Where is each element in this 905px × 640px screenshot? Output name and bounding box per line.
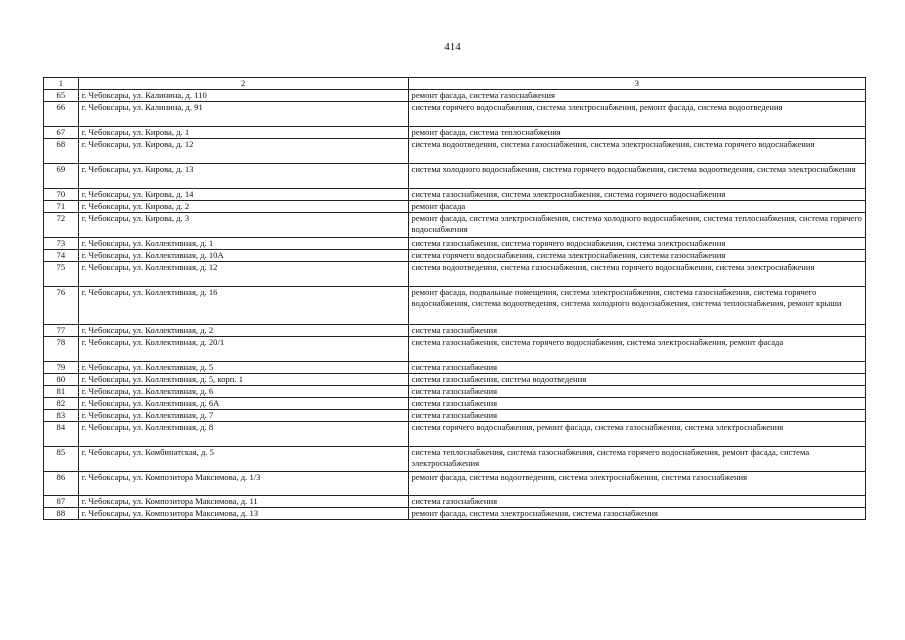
- row-address: г. Чебоксары, ул. Коллективная, д. 8: [78, 422, 408, 447]
- table-row: [44, 213, 866, 238]
- table-row: [44, 102, 866, 127]
- table-row: [44, 472, 866, 496]
- row-number: 76: [44, 287, 79, 325]
- page-number: 414: [444, 41, 461, 53]
- table-row: [44, 250, 866, 262]
- table-row: [44, 287, 866, 325]
- row-works: ремонт фасада: [408, 201, 865, 213]
- row-address: г. Чебоксары, ул. Калинина, д. 110: [78, 90, 408, 102]
- header-col-3: 3: [408, 78, 865, 90]
- row-works: система газоснабжения, система водоотведения: [408, 374, 865, 386]
- row-address: г. Чебоксары, ул. Кирова, д. 1: [78, 127, 408, 139]
- table-row: [44, 496, 866, 508]
- row-address: г. Чебоксары, ул. Коллективная, д. 5: [78, 362, 408, 374]
- row-works: система газоснабжения: [408, 496, 865, 508]
- row-works: система газоснабжения: [408, 362, 865, 374]
- row-works: система газоснабжения: [408, 410, 865, 422]
- row-number: 84: [44, 422, 79, 447]
- table-row: [44, 189, 866, 201]
- row-number: 71: [44, 201, 79, 213]
- repair-table: [43, 77, 866, 520]
- row-works: ремонт фасада, подвальные помещения, система электроснабжения, система газоснабжения, система горячего водоснабжения, система водоотведения, система холодного водоснабжения, система теплоснабжения, ремонт крыши: [408, 287, 865, 325]
- row-number: 77: [44, 325, 79, 337]
- row-number: 68: [44, 139, 79, 164]
- row-works: ремонт фасада, система электроснабжения, система газоснабжения: [408, 508, 865, 520]
- row-number: 79: [44, 362, 79, 374]
- row-number: 66: [44, 102, 79, 127]
- row-works: система газоснабжения: [408, 398, 865, 410]
- row-address: г. Чебоксары, ул. Кирова, д. 14: [78, 189, 408, 201]
- row-address: г. Чебоксары, ул. Коллективная, д. 6А: [78, 398, 408, 410]
- row-works: система холодного водоснабжения, система горячего водоснабжения, система водоотведения, система электроснабжения: [408, 164, 865, 189]
- table-row: [44, 139, 866, 164]
- table-row: [44, 508, 866, 520]
- table-row: [44, 337, 866, 362]
- row-works: система водоотведения, система газоснабжения, система горячего водоснабжения, система электроснабжения: [408, 262, 865, 287]
- row-number: 81: [44, 386, 79, 398]
- header-col-1: 1: [44, 78, 79, 90]
- row-works: система горячего водоснабжения, система электроснабжения, ремонт фасада, система водоотведения: [408, 102, 865, 127]
- table-row: [44, 410, 866, 422]
- row-address: г. Чебоксары, ул. Кирова, д. 13: [78, 164, 408, 189]
- table-row: [44, 398, 866, 410]
- row-address: г. Чебоксары, ул. Коллективная, д. 2: [78, 325, 408, 337]
- row-number: 72: [44, 213, 79, 238]
- row-address: г. Чебоксары, ул. Кирова, д. 12: [78, 139, 408, 164]
- row-works: система газоснабжения, система горячего водоснабжения, система электроснабжения, ремонт фасада: [408, 337, 865, 362]
- row-number: 74: [44, 250, 79, 262]
- row-works: система газоснабжения: [408, 325, 865, 337]
- row-address: г. Чебоксары, ул. Коллективная, д. 5, корп. 1: [78, 374, 408, 386]
- table-row: [44, 164, 866, 189]
- row-address: г. Чебоксары, ул. Коллективная, д. 12: [78, 262, 408, 287]
- row-address: г. Чебоксары, ул. Коллективная, д. 1: [78, 238, 408, 250]
- row-number: 88: [44, 508, 79, 520]
- row-works: ремонт фасада, система водоотведения, система электроснабжения, система газоснабжения: [408, 472, 865, 496]
- row-address: г. Чебоксары, ул. Композитора Максимова, д. 11: [78, 496, 408, 508]
- table-header-row: [44, 78, 866, 90]
- table-row: [44, 422, 866, 447]
- row-number: 70: [44, 189, 79, 201]
- row-address: г. Чебоксары, ул. Композитора Максимова, д. 13: [78, 508, 408, 520]
- row-number: 75: [44, 262, 79, 287]
- table-row: [44, 374, 866, 386]
- row-address: г. Чебоксары, ул. Коллективная, д. 20/1: [78, 337, 408, 362]
- row-number: 87: [44, 496, 79, 508]
- table-row: [44, 325, 866, 337]
- row-address: г. Чебоксары, ул. Коллективная, д. 10А: [78, 250, 408, 262]
- table-row: [44, 262, 866, 287]
- row-number: 83: [44, 410, 79, 422]
- row-address: г. Чебоксары, ул. Коллективная, д. 16: [78, 287, 408, 325]
- row-number: 86: [44, 472, 79, 496]
- row-number: 67: [44, 127, 79, 139]
- row-works: система водоотведения, система газоснабжения, система электроснабжения, система горячего водоснабжения: [408, 139, 865, 164]
- table-row: [44, 362, 866, 374]
- row-works: система теплоснабжения, система газоснабжения, система горячего водоснабжения, ремонт фасада, система электроснабжения: [408, 447, 865, 472]
- row-address: г. Чебоксары, ул. Коллективная, д. 6: [78, 386, 408, 398]
- table-row: [44, 447, 866, 472]
- row-number: 73: [44, 238, 79, 250]
- row-works: система газоснабжения, система горячего водоснабжения, система электроснабжения: [408, 238, 865, 250]
- row-address: г. Чебоксары, ул. Кирова, д. 2: [78, 201, 408, 213]
- row-works: ремонт фасада, система теплоснабжения: [408, 127, 865, 139]
- row-works: система горячего водоснабжения, ремонт фасада, система газоснабжения, система электроснабжения: [408, 422, 865, 447]
- row-address: г. Чебоксары, ул. Коллективная, д. 7: [78, 410, 408, 422]
- row-number: 69: [44, 164, 79, 189]
- row-number: 65: [44, 90, 79, 102]
- table-row: [44, 127, 866, 139]
- row-number: 82: [44, 398, 79, 410]
- table-row: [44, 386, 866, 398]
- row-number: 80: [44, 374, 79, 386]
- row-works: система горячего водоснабжения, система электроснабжения, система газоснабжения: [408, 250, 865, 262]
- row-works: система газоснабжения: [408, 386, 865, 398]
- table-row: [44, 90, 866, 102]
- row-address: г. Чебоксары, ул. Калинина, д. 91: [78, 102, 408, 127]
- table-row: [44, 201, 866, 213]
- table-row: [44, 238, 866, 250]
- row-number: 85: [44, 447, 79, 472]
- row-works: система газоснабжения, система электроснабжения, система горячего водоснабжения: [408, 189, 865, 201]
- row-address: г. Чебоксары, ул. Композитора Максимова, д. 1/3: [78, 472, 408, 496]
- row-works: ремонт фасада, система газоснабжения: [408, 90, 865, 102]
- row-number: 78: [44, 337, 79, 362]
- row-address: г. Чебоксары, ул. Кирова, д. 3: [78, 213, 408, 238]
- header-col-2: 2: [78, 78, 408, 90]
- row-address: г. Чебоксары, ул. Комбинатская, д. 5: [78, 447, 408, 472]
- row-works: ремонт фасада, система электроснабжения, система холодного водоснабжения, система теплоснабжения, система горячего водоснабжения: [408, 213, 865, 238]
